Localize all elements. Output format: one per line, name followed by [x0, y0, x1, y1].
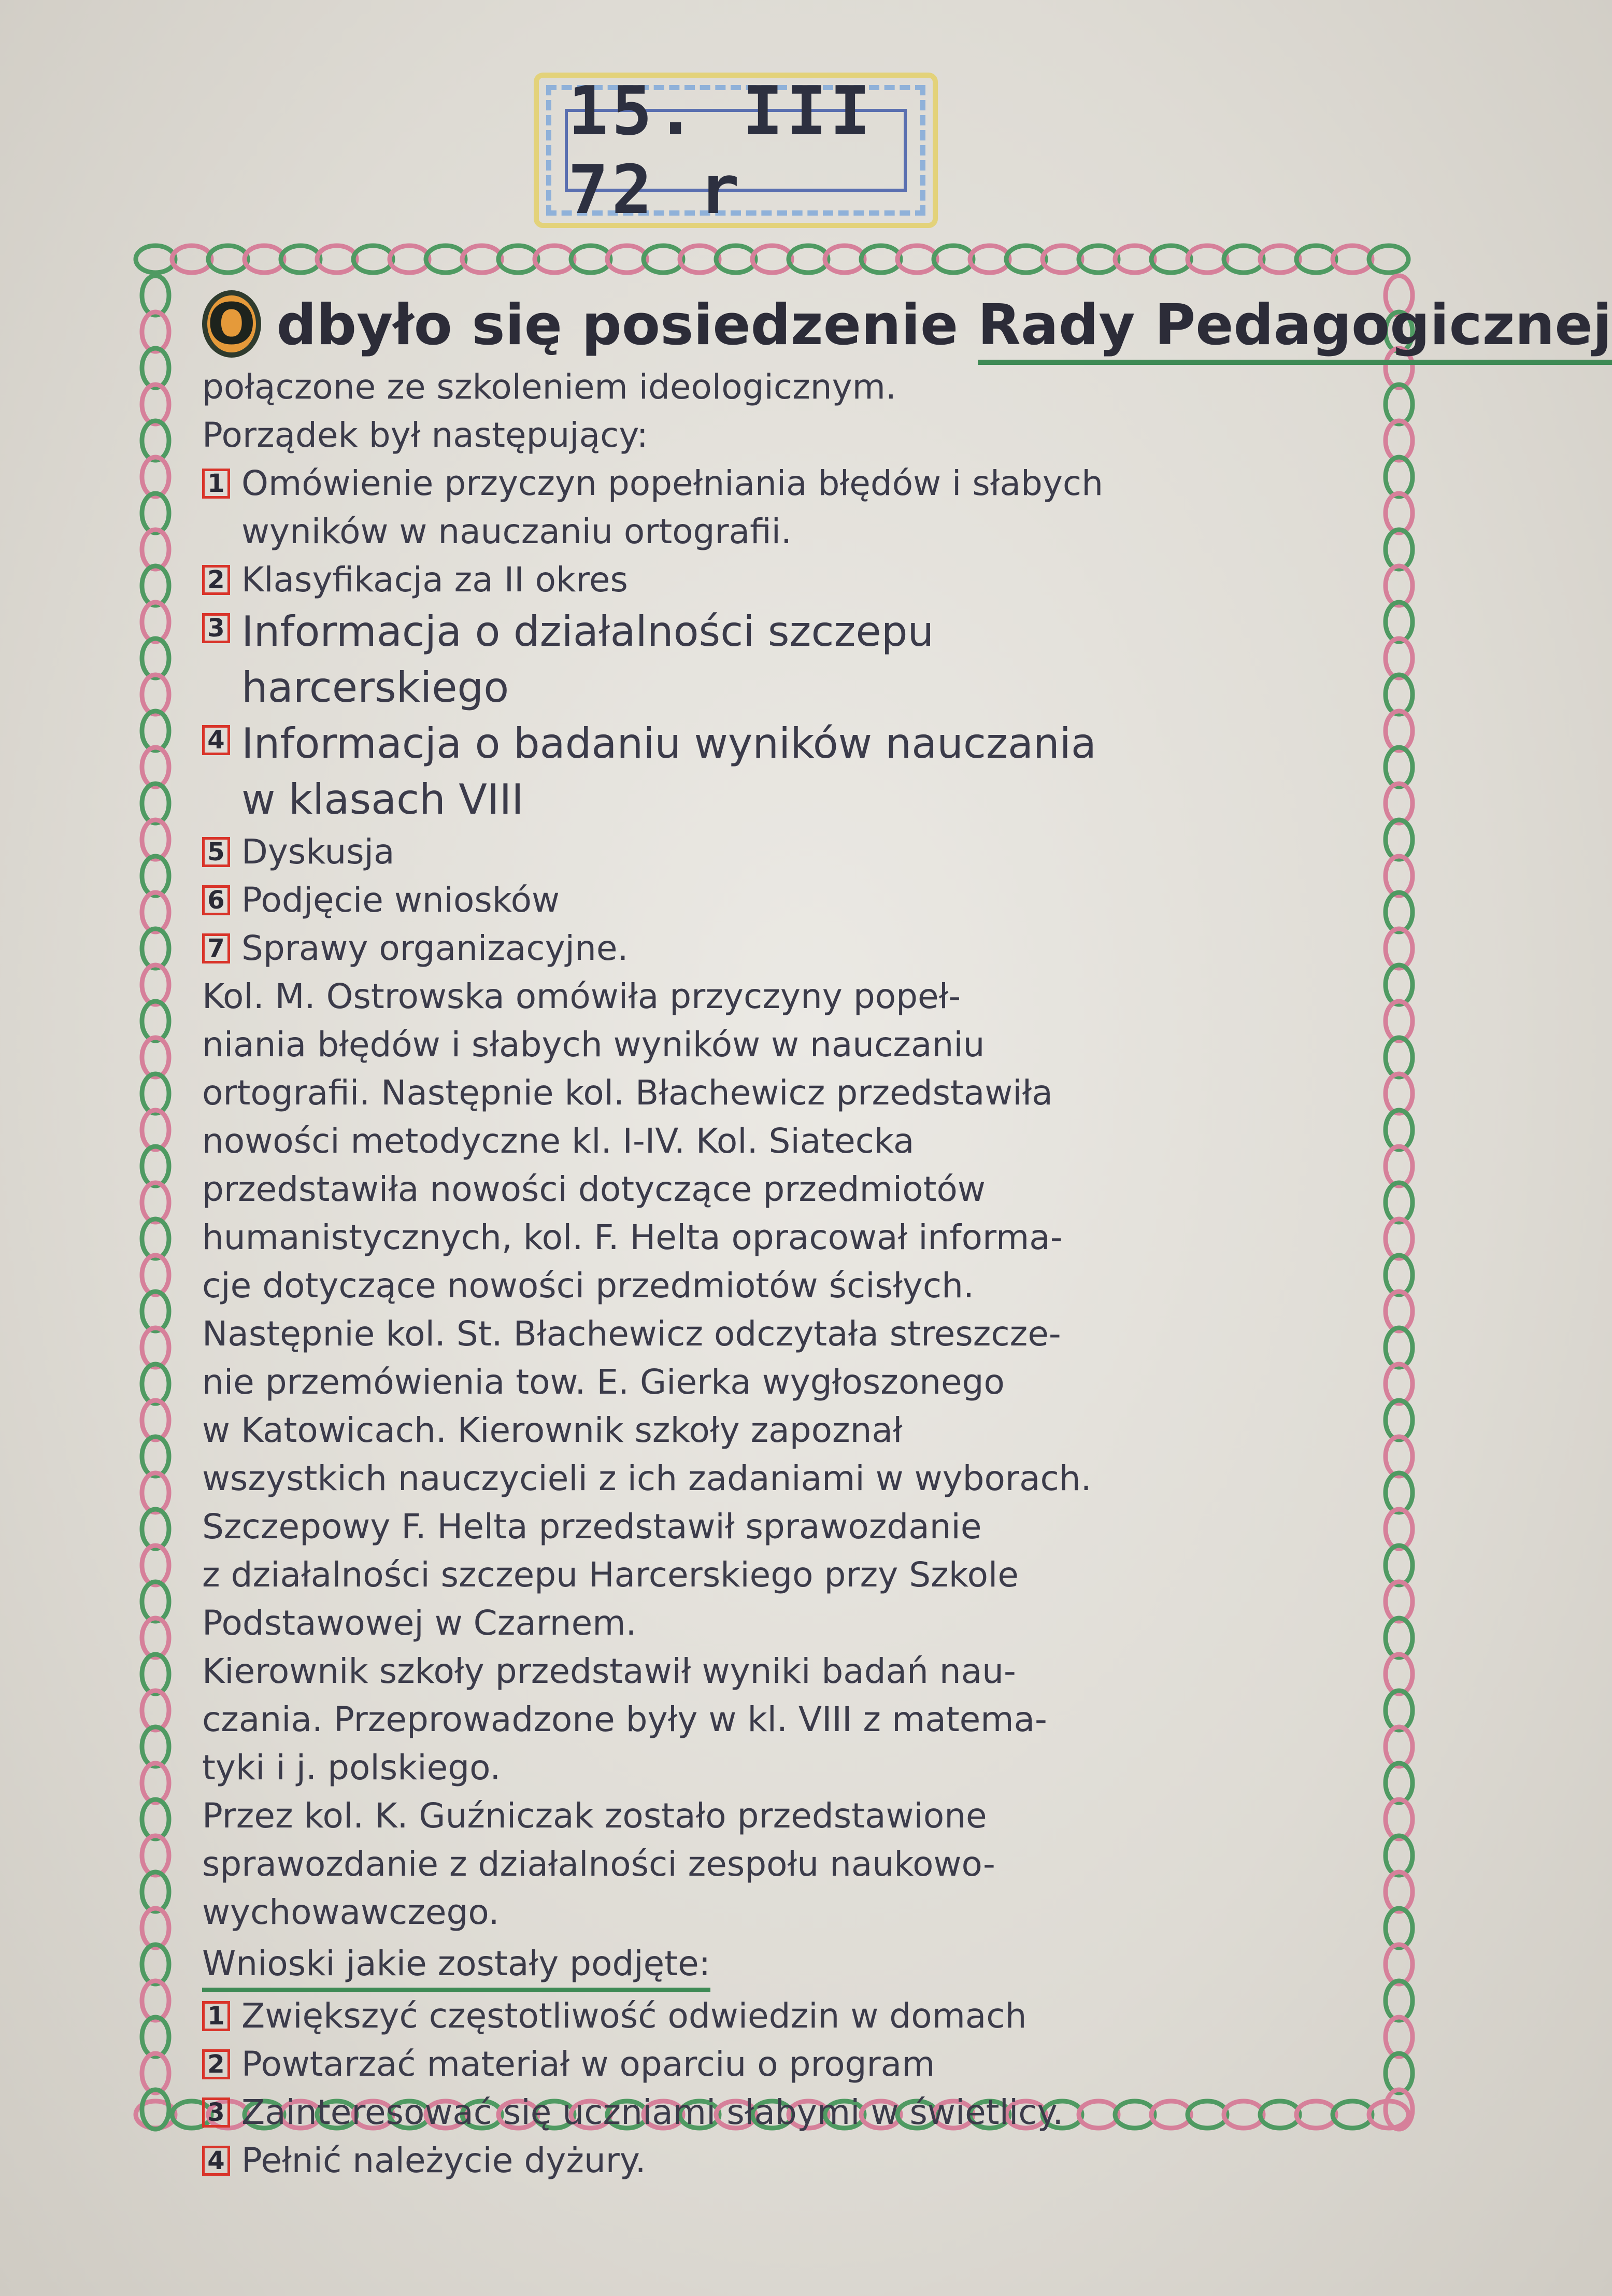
agenda-line: Informacja o badaniu wyników nauczania	[241, 719, 1096, 768]
frame-loop	[142, 457, 169, 497]
frame-loop	[142, 1328, 169, 1367]
frame-loop	[390, 246, 429, 273]
wniosek-item	[202, 2136, 1342, 2185]
agenda-line: harcerskiego	[241, 663, 509, 712]
body-line: sprawozdanie z działalności zespołu naukowo-	[202, 1844, 995, 1884]
frame-loop	[142, 348, 169, 388]
frame-loop	[142, 602, 169, 642]
wniosek-number-box: 2	[202, 2049, 230, 2079]
frame-loop	[1386, 784, 1413, 823]
frame-loop	[1151, 246, 1191, 273]
frame-loop	[142, 2017, 169, 2057]
agenda-line: Informacja o działalności szczepu	[241, 607, 934, 656]
wniosek-item	[202, 1992, 1342, 2040]
frame-loop	[1079, 246, 1118, 273]
frame-loop	[1386, 1836, 1413, 1875]
body-line: Kol. M. Ostrowska omówiła przyczyny popeł-	[202, 976, 961, 1016]
wnioski-list	[202, 1992, 1342, 2185]
frame-loop	[142, 493, 169, 533]
frame-loop	[142, 566, 169, 605]
frame-loop	[789, 246, 828, 273]
frame-loop	[1006, 246, 1046, 273]
frame-loop	[861, 246, 901, 273]
body-line: w Katowicach. Kierownik szkoły zapoznał	[202, 1410, 903, 1450]
frame-loop	[142, 675, 169, 714]
frame-loop	[1386, 929, 1413, 968]
agenda-list	[202, 459, 1342, 972]
frame-loop	[1386, 747, 1413, 787]
intro-line: Porządek był następujący:	[202, 415, 648, 455]
agenda-number-box: 7	[202, 933, 230, 963]
frame-loop	[1386, 421, 1413, 460]
frame-loop	[426, 246, 465, 273]
agenda-item	[202, 876, 1342, 924]
frame-loop	[644, 246, 683, 273]
frame-loop	[142, 856, 169, 896]
frame-loop	[1386, 1038, 1413, 1077]
frame-loop	[825, 246, 864, 273]
body-line: wszystkich nauczycieli z ich zadaniami w wyborach.	[202, 1458, 1092, 1498]
frame-loop	[142, 892, 169, 932]
agenda-item	[202, 604, 1342, 716]
date-frame	[534, 73, 938, 228]
frame-loop	[142, 1473, 169, 1512]
agenda-item	[202, 924, 1342, 972]
frame-loop	[1386, 1146, 1413, 1186]
agenda-line: wyników w nauczaniu ortografii.	[241, 512, 792, 551]
frame-loop	[1333, 246, 1372, 273]
frame-loop	[142, 639, 169, 678]
agenda-item	[202, 459, 1342, 556]
frame-loop	[142, 2053, 169, 2093]
body-line: czania. Przeprowadzone były w kl. VIII z matema-	[202, 1699, 1047, 1739]
frame-loop	[752, 246, 792, 273]
wniosek-item	[202, 2040, 1342, 2088]
frame-loop	[1224, 246, 1263, 273]
frame-loop	[136, 246, 175, 273]
frame-loop	[1386, 675, 1413, 714]
frame-loop	[142, 1799, 169, 1839]
frame-loop	[1386, 493, 1413, 533]
frame-loop	[1386, 1546, 1413, 1585]
frame-loop	[142, 312, 169, 351]
frame-loop	[1386, 1872, 1413, 1911]
frame-loop	[1386, 1364, 1413, 1404]
agenda-item	[202, 556, 1342, 604]
body-line: wychowawczego.	[202, 1892, 500, 1932]
frame-loop	[142, 784, 169, 823]
frame-loop	[1260, 246, 1300, 273]
frame-loop	[680, 246, 719, 273]
minutes-body	[202, 972, 1342, 1936]
wniosek-text: Powtarzać materiał w oparciu o program	[241, 2044, 935, 2084]
frame-loop	[142, 1618, 169, 1657]
frame-loop	[142, 1074, 169, 1113]
frame-loop	[142, 1146, 169, 1186]
frame-loop	[142, 1836, 169, 1875]
wniosek-number-box: 4	[202, 2146, 230, 2176]
frame-loop	[1188, 246, 1227, 273]
minutes-content	[202, 290, 1612, 2185]
frame-loop	[142, 530, 169, 569]
agenda-item	[202, 828, 1342, 876]
frame-loop	[607, 246, 647, 273]
heading-text	[277, 293, 1612, 358]
frame-loop	[142, 747, 169, 787]
frame-loop	[142, 1038, 169, 1077]
intro-line: połączone ze szkoleniem ideologicznym.	[202, 367, 896, 407]
body-line: humanistycznych, kol. F. Helta opracował informa-	[202, 1217, 1063, 1257]
frame-loop	[142, 1292, 169, 1331]
frame-loop	[1386, 1183, 1413, 1222]
frame-loop	[1386, 1110, 1413, 1150]
frame-loop	[1386, 1400, 1413, 1440]
frame-loop	[1386, 457, 1413, 497]
frame-loop	[142, 1691, 169, 1730]
wniosek-text: Zwiększyć częstotliwość odwiedzin w domach	[241, 1996, 1027, 2036]
decorated-initial: O	[202, 290, 261, 358]
frame-loop	[142, 929, 169, 968]
frame-loop	[142, 421, 169, 460]
frame-loop	[142, 1219, 169, 1258]
frame-loop	[1386, 530, 1413, 569]
frame-loop	[142, 1110, 169, 1150]
frame-loop	[1386, 1001, 1413, 1041]
frame-loop	[142, 1509, 169, 1549]
wniosek-text: Zainteresować się uczniami słabymi w świetlicy.	[241, 2092, 1064, 2132]
frame-loop	[142, 711, 169, 750]
frame-loop	[1386, 566, 1413, 605]
frame-loop	[535, 246, 574, 273]
body-line: nowości metodyczne kl. I-IV. Kol. Siatecka	[202, 1121, 915, 1161]
frame-loop	[1386, 1292, 1413, 1331]
agenda-line: Omówienie przyczyn popełniania błędów i słabych	[241, 463, 1104, 503]
frame-loop	[245, 246, 284, 273]
agenda-line: w klasach VIII	[241, 775, 524, 824]
frame-loop	[498, 246, 538, 273]
frame-loop	[1386, 892, 1413, 932]
frame-loop	[1386, 1074, 1413, 1113]
frame-loop	[142, 2090, 169, 2129]
frame-loop	[571, 246, 610, 273]
wnioski-title: Wnioski jakie zostały podjęte:	[202, 1939, 710, 1992]
frame-loop	[142, 1654, 169, 1694]
frame-loop	[1386, 1799, 1413, 1839]
frame-loop	[142, 1255, 169, 1295]
frame-loop	[1386, 602, 1413, 642]
agenda-line: Dyskusja	[241, 832, 395, 872]
agenda-number-box: 2	[202, 565, 230, 595]
wniosek-text: Pełnić należycie dyżury.	[241, 2141, 646, 2180]
heading-plain: dbyło się posiedzenie	[276, 293, 978, 358]
agenda-line: Sprawy organizacyjne.	[241, 928, 629, 968]
agenda-number-box: 1	[202, 469, 230, 499]
agenda-number-box: 6	[202, 885, 230, 915]
frame-loop	[317, 246, 356, 273]
frame-loop	[716, 246, 755, 273]
frame-loop	[1386, 1509, 1413, 1549]
frame-loop	[970, 246, 1009, 273]
wniosek-number-box: 1	[202, 2001, 230, 2031]
frame-loop	[1386, 385, 1413, 424]
date-inner-box	[565, 72, 907, 229]
frame-loop	[1386, 711, 1413, 750]
frame-loop	[142, 1400, 169, 1440]
frame-loop	[1386, 2017, 1413, 2057]
frame-loop	[1386, 1473, 1413, 1512]
frame-loop	[1386, 1945, 1413, 1984]
frame-loop	[1386, 2053, 1413, 2093]
body-line: cje dotyczące nowości przedmiotów ścisłych.	[202, 1266, 974, 1306]
frame-loop	[142, 965, 169, 1004]
agenda-number-box: 3	[202, 613, 230, 643]
frame-loop	[142, 1546, 169, 1585]
frame-loop	[897, 246, 937, 273]
frame-loop	[353, 246, 393, 273]
body-line: Przez kol. K. Guźniczak zostało przedstawione	[202, 1796, 987, 1836]
frame-loop	[1386, 1255, 1413, 1295]
body-line: nie przemówienia tow. E. Gierka wygłoszonego	[202, 1362, 1005, 1402]
body-line: Szczepowy F. Helta przedstawił sprawozdanie	[202, 1507, 982, 1547]
wniosek-item	[202, 2088, 1342, 2136]
agenda-line: Podjęcie wniosków	[241, 880, 560, 920]
frame-loop	[142, 1437, 169, 1476]
frame-loop	[208, 246, 248, 273]
frame-loop	[1386, 1654, 1413, 1694]
heading	[202, 290, 1612, 358]
frame-loop	[1386, 1618, 1413, 1657]
heading-underlined: Rady Pedagogicznej	[978, 293, 1612, 365]
frame-loop	[142, 1981, 169, 2020]
frame-loop	[1386, 965, 1413, 1004]
agenda-item	[202, 716, 1342, 828]
frame-loop	[1043, 246, 1082, 273]
frame-loop	[142, 1763, 169, 1803]
frame-loop	[1386, 1763, 1413, 1803]
frame-loop	[172, 246, 211, 273]
frame-loop	[142, 1364, 169, 1404]
frame-loop	[1386, 1582, 1413, 1621]
agenda-line: Klasyfikacja za II okres	[241, 560, 628, 600]
body-line: Następnie kol. St. Błachewicz odczytała streszcze-	[202, 1314, 1061, 1354]
agenda-number-box: 4	[202, 725, 230, 755]
frame-loop	[142, 1945, 169, 1984]
frame-loop	[1386, 1691, 1413, 1730]
frame-loop	[1386, 1328, 1413, 1367]
frame-loop	[1386, 856, 1413, 896]
body-line: Podstawowej w Czarnem.	[202, 1603, 637, 1643]
wniosek-number-box: 3	[202, 2097, 230, 2128]
frame-loop	[142, 1001, 169, 1041]
frame-loop	[1369, 246, 1408, 273]
date-text: 15. III 72 r	[568, 72, 874, 229]
frame-loop	[1115, 246, 1154, 273]
frame-loop	[142, 1908, 169, 1948]
frame-loop	[142, 1183, 169, 1222]
frame-loop	[281, 246, 320, 273]
frame-loop	[142, 1582, 169, 1621]
frame-loop	[142, 385, 169, 424]
frame-loop	[1386, 1219, 1413, 1258]
frame-loop	[1386, 639, 1413, 678]
body-line: tyki i j. polskiego.	[202, 1748, 501, 1788]
body-line: niania błędów i słabych wyników w nauczaniu	[202, 1025, 985, 1065]
frame-loop	[934, 246, 973, 273]
body-line: przedstawiła nowości dotyczące przedmiotów	[202, 1169, 986, 1209]
frame-loop	[1386, 1908, 1413, 1948]
body-line: ortografii. Następnie kol. Błachewicz przedstawiła	[202, 1073, 1053, 1113]
frame-loop	[1386, 820, 1413, 859]
frame-loop	[1386, 1727, 1413, 1766]
body-line: Kierownik szkoły przedstawił wyniki badań nau-	[202, 1651, 1016, 1691]
frame-loop	[142, 276, 169, 315]
body-line: z działalności szczepu Harcerskiego przy Szkole	[202, 1555, 1019, 1595]
frame-loop	[1296, 246, 1336, 273]
frame-loop	[1386, 1981, 1413, 2020]
frame-loop	[142, 1727, 169, 1766]
frame-loop	[142, 1872, 169, 1911]
frame-loop	[462, 246, 502, 273]
frame-loop	[142, 820, 169, 859]
frame-loop	[1386, 1437, 1413, 1476]
agenda-number-box: 5	[202, 837, 230, 867]
